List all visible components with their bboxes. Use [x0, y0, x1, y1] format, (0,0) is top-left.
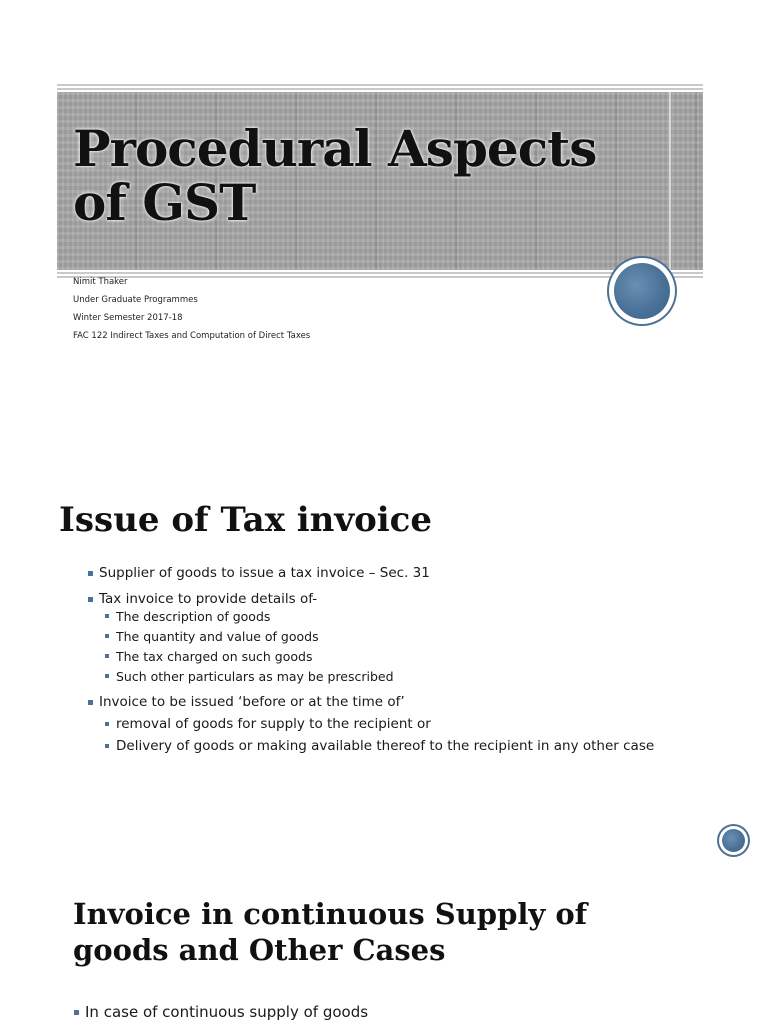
slide3-heading-line2: goods and Other Cases	[73, 933, 446, 967]
slide3-heading-line1: Invoice in continuous Supply of	[73, 897, 588, 931]
author-name: Nimit Thaker	[73, 277, 128, 287]
programme-name: Under Graduate Programmes	[73, 295, 198, 305]
bullet-item: Tax invoice to provide details of-	[87, 590, 687, 608]
banner-divider	[669, 92, 671, 270]
sub-bullet-item: The quantity and value of goods	[104, 628, 687, 645]
presentation-details	[73, 276, 310, 348]
bullet-item: In case of continuous supply of goods	[73, 1002, 673, 1022]
circle-medallion-icon	[609, 258, 675, 324]
course-name: FAC 122 Indirect Taxes and Computation of Direct Taxes	[73, 331, 311, 341]
title-banner	[57, 84, 703, 278]
semester-name: Winter Semester 2017-18	[73, 313, 183, 323]
slide-title	[73, 119, 597, 232]
sub-bullet-item: The tax charged on such goods	[104, 648, 687, 665]
medallion-inner	[722, 829, 745, 852]
medallion-inner	[614, 263, 670, 319]
sub-bullet-item: Such other particulars as may be prescribed	[104, 668, 687, 685]
sub-bullet-item: The description of goods	[104, 608, 687, 625]
banner-top-rule	[57, 84, 703, 86]
sub-bullet-item: Delivery of goods or making available thereof to the recipient in any other case	[104, 737, 687, 755]
banner-bottom-rule	[57, 272, 703, 274]
slide2-bullet-list	[87, 564, 687, 755]
banner-top-rule-2	[57, 88, 703, 90]
bullet-item: Invoice to be issued ‘before or at the time of’	[87, 693, 687, 711]
slide3-heading	[73, 896, 693, 968]
sub-bullet-item: removal of goods for supply to the recipient or	[104, 715, 687, 733]
slide3-bullet-list	[73, 1002, 673, 1022]
slide-title-line1: Procedural Aspects	[73, 119, 597, 178]
slide2-heading: Issue of Tax invoice	[59, 500, 433, 540]
slide-title-line2: of GST	[73, 173, 256, 232]
circle-medallion-icon	[719, 826, 748, 855]
bullet-item: Supplier of goods to issue a tax invoice – Sec. 31	[87, 564, 687, 582]
